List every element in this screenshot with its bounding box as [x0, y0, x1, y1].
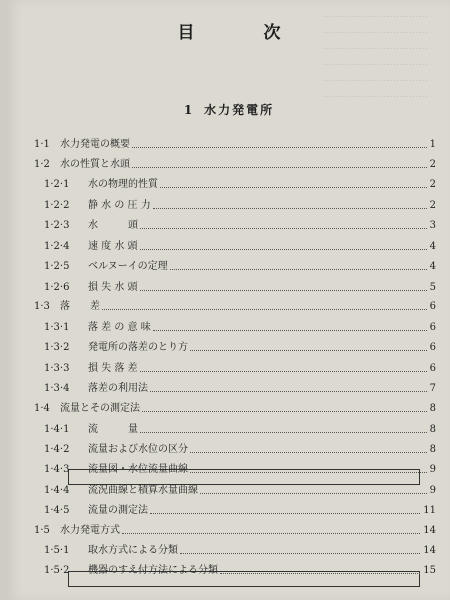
leader-dots: [140, 289, 427, 291]
section-number: 1·2·6: [44, 282, 70, 293]
leader-dots: [190, 471, 427, 473]
section-title: ベルヌーイの定理: [88, 261, 168, 272]
page-number: 2: [429, 179, 436, 190]
leader-dots: [140, 370, 427, 372]
section-title: 落 差: [60, 301, 100, 312]
toc-entry[interactable]: [8, 199, 450, 213]
toc-entry[interactable]: [8, 321, 450, 335]
section-number: 1·3·4: [44, 383, 70, 394]
page-number: 9: [429, 464, 436, 475]
leader-dots: [132, 166, 427, 168]
toc-entry[interactable]: [8, 544, 450, 558]
section-title: 水の物理的性質: [88, 179, 158, 190]
section-title: 落 差 の 意 味: [88, 322, 151, 333]
page-number: 2: [429, 159, 436, 170]
leader-dots: [190, 349, 427, 351]
section-number: 1·2·4: [44, 241, 70, 252]
leader-dots: [140, 248, 427, 250]
leader-dots: [170, 268, 427, 270]
toc-entry[interactable]: [8, 240, 450, 254]
section-number: 1·4·2: [44, 444, 70, 455]
page-number: 6: [429, 301, 436, 312]
show-through-text: ································· ································· ································· ································· ································· ·································: [323, 12, 428, 103]
toc-entry[interactable]: [8, 158, 450, 172]
section-title: 静 水 の 圧 力: [88, 200, 151, 211]
toc-entry[interactable]: [8, 443, 450, 457]
chapter-number: 1: [183, 103, 195, 117]
toc-list: [8, 0, 450, 600]
section-title: 流 量: [88, 424, 138, 435]
section-number: 1·5·1: [44, 545, 70, 556]
section-number: 1·1: [34, 139, 50, 150]
page-number: 5: [429, 282, 436, 293]
page-number: 14: [423, 525, 436, 536]
toc-entry[interactable]: [8, 341, 450, 355]
toc-entry[interactable]: [8, 524, 450, 538]
page-number: 11: [423, 505, 436, 516]
section-number: 1·4·1: [44, 424, 70, 435]
leader-dots: [200, 492, 427, 494]
section-number: 1·2·2: [44, 200, 70, 211]
section-title: 流量の測定法: [88, 505, 148, 516]
section-title: 流量とその測定法: [60, 403, 140, 414]
leader-dots: [122, 532, 420, 534]
page-number: 9: [429, 485, 436, 496]
section-number: 1·3·3: [44, 363, 70, 374]
leader-dots: [132, 146, 427, 148]
leader-dots: [140, 227, 427, 229]
leader-dots: [150, 512, 420, 514]
section-title: 流量図・水位流量曲線: [88, 464, 188, 475]
page-number: 2: [429, 200, 436, 211]
page-number: 8: [429, 444, 436, 455]
page-number: 4: [429, 241, 436, 252]
page-number: 14: [423, 545, 436, 556]
section-title: 水力発電方式: [60, 525, 120, 536]
section-number: 1·4·5: [44, 505, 70, 516]
section-title: 流量および水位の区分: [88, 444, 188, 455]
leader-dots: [102, 308, 427, 310]
page-number: 4: [429, 261, 436, 272]
section-title: 落差の利用法: [88, 383, 148, 394]
page-number: 6: [429, 363, 436, 374]
section-title: 損 失 水 頭: [88, 282, 138, 293]
toc-entry[interactable]: [8, 423, 450, 437]
section-title: 水 頭: [88, 220, 138, 231]
book-page: [8, 0, 450, 600]
toc-entry[interactable]: [8, 219, 450, 233]
section-title: 水の性質と水頭: [60, 159, 130, 170]
section-number: 1·5: [34, 525, 50, 536]
leader-dots: [153, 329, 427, 331]
section-title: 機器のすえ付方法による分類: [88, 565, 218, 576]
leader-dots: [220, 572, 420, 574]
section-number: 1·4·4: [44, 485, 70, 496]
section-number: 1·4·3: [44, 464, 70, 475]
leader-dots: [142, 410, 427, 412]
section-number: 1·2·5: [44, 261, 70, 272]
page-number: 8: [429, 403, 436, 414]
toc-entry[interactable]: [8, 484, 450, 498]
section-title: 流況曲線と積算水量曲線: [88, 485, 198, 496]
toc-entry[interactable]: [8, 138, 450, 152]
section-number: 1·3: [34, 301, 50, 312]
section-title: 取水方式による分類: [88, 545, 178, 556]
page-number: 15: [423, 565, 436, 576]
section-title: 損 失 落 差: [88, 363, 138, 374]
section-number: 1·2·1: [44, 179, 70, 190]
page-number: 6: [429, 342, 436, 353]
toc-entry[interactable]: [8, 564, 450, 578]
page-number: 8: [429, 424, 436, 435]
section-title: 発電所の落差のとり方: [88, 342, 188, 353]
toc-entry[interactable]: [8, 382, 450, 396]
page-number: 1: [429, 139, 436, 150]
toc-entry[interactable]: [8, 300, 450, 314]
page-title: 目 次: [177, 23, 307, 43]
toc-entry[interactable]: [8, 504, 450, 518]
page-number: 3: [429, 220, 436, 231]
leader-dots: [160, 186, 427, 188]
section-number: 1·3·2: [44, 342, 70, 353]
section-title: 水力発電の概要: [60, 139, 130, 150]
leader-dots: [150, 390, 427, 392]
section-number: 1·4: [34, 403, 50, 414]
section-number: 1·5·2: [44, 565, 70, 576]
toc-entry[interactable]: [8, 281, 450, 295]
toc-entry[interactable]: [8, 260, 450, 274]
page-number: 7: [429, 383, 436, 394]
leader-dots: [190, 451, 427, 453]
toc-entry[interactable]: [8, 463, 450, 477]
section-number: 1·3·1: [44, 322, 70, 333]
section-number: 1·2·3: [44, 220, 70, 231]
leader-dots: [140, 431, 427, 433]
section-title: 速 度 水 頭: [88, 241, 138, 252]
section-number: 1·2: [34, 159, 50, 170]
toc-entry[interactable]: [8, 362, 450, 376]
leader-dots: [153, 207, 427, 209]
chapter-title: 水力発電所: [204, 103, 275, 117]
leader-dots: [180, 552, 420, 554]
toc-entry[interactable]: [8, 402, 450, 416]
page-number: 6: [429, 322, 436, 333]
toc-entry[interactable]: [8, 178, 450, 192]
